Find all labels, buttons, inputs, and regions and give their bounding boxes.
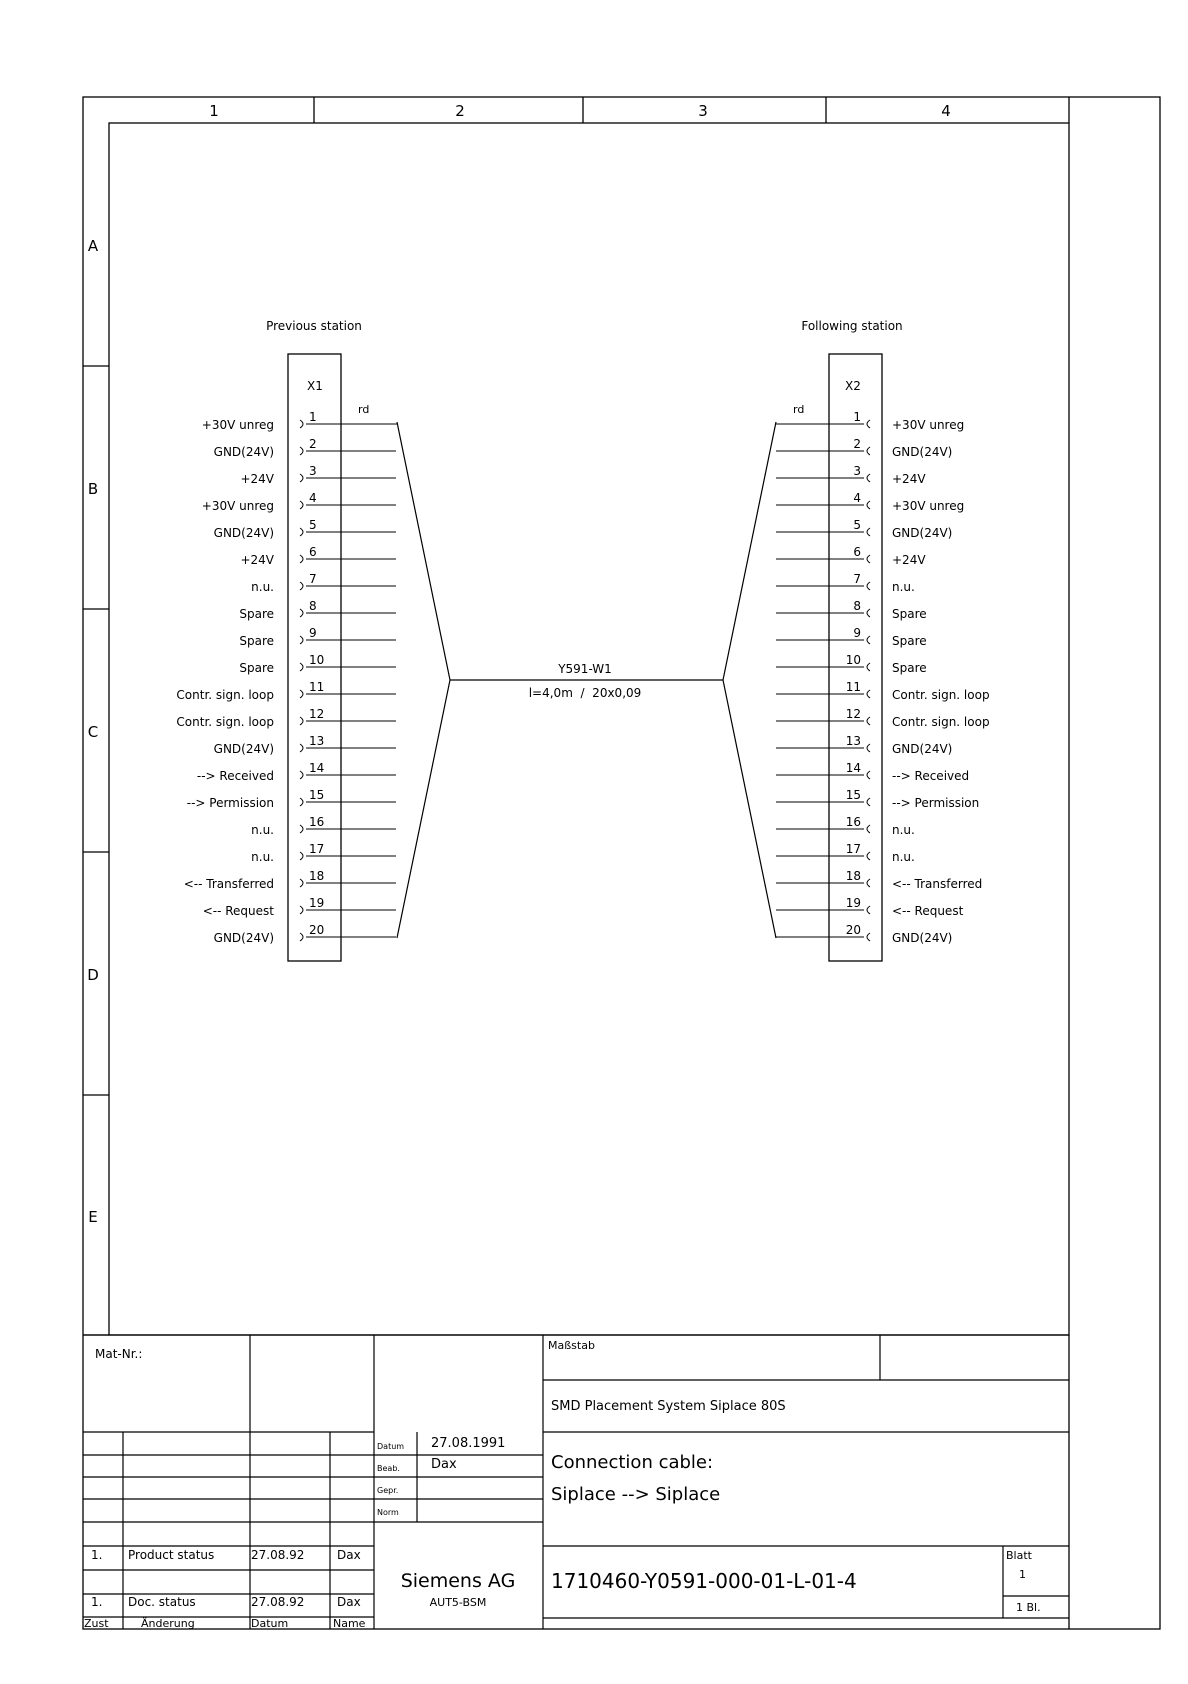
pin-row — [776, 599, 927, 621]
terminal-symbol — [300, 447, 303, 455]
revision-name: Dax — [337, 1595, 361, 1609]
pin-number: 20 — [309, 923, 325, 937]
pin-row — [214, 734, 396, 756]
terminal-symbol — [867, 771, 870, 779]
column-label: 1 — [209, 102, 219, 120]
pin-row — [187, 788, 396, 810]
pin-number: 12 — [309, 707, 325, 721]
pin-number: 19 — [845, 896, 861, 910]
pin-signal: n.u. — [251, 823, 274, 837]
cable-right-bundle — [723, 422, 776, 938]
terminal-symbol — [300, 609, 303, 617]
product-title: SMD Placement System Siplace 80S — [551, 1399, 786, 1414]
terminal-symbol — [867, 906, 870, 914]
pin-number: 5 — [309, 518, 317, 532]
connector-designator: X2 — [845, 379, 861, 393]
pin-row — [776, 437, 952, 459]
pin-row — [239, 599, 396, 621]
terminal-symbol — [300, 690, 303, 698]
pin-signal: GND(24V) — [213, 742, 274, 756]
pin-row — [214, 923, 396, 945]
pin-signal: n.u. — [251, 850, 274, 864]
pin-number: 8 — [853, 599, 861, 613]
pin-number: 4 — [309, 491, 317, 505]
blatt-value: 1 — [1019, 1568, 1026, 1581]
pin-signal: +30V unreg — [892, 499, 965, 513]
pin-number: 10 — [845, 653, 861, 667]
pin-signal: --> Received — [196, 769, 274, 783]
pin-number: 14 — [309, 761, 325, 775]
pin-row — [776, 491, 964, 513]
terminal-symbol — [300, 528, 303, 536]
pin-signal: Spare — [239, 634, 274, 648]
footer-name-label: Name — [333, 1617, 366, 1630]
revision-name: Dax — [337, 1548, 361, 1562]
pin-row — [776, 761, 969, 783]
terminal-symbol — [300, 474, 303, 482]
pin-number: 1 — [853, 410, 861, 424]
pin-row — [239, 653, 396, 675]
pin-signal: Contr. sign. loop — [176, 715, 274, 729]
pin-signal: <-- Request — [202, 904, 274, 918]
terminal-symbol — [300, 663, 303, 671]
terminal-symbol — [867, 501, 870, 509]
pin-row — [776, 788, 979, 810]
pin-signal: --> Permission — [892, 796, 980, 810]
pin-number: 11 — [309, 680, 325, 694]
revision-aenderung: Doc. status — [128, 1595, 196, 1609]
pin-row — [176, 707, 396, 729]
pin-signal: GND(24V) — [892, 931, 953, 945]
revision-zust: 1. — [91, 1595, 103, 1609]
terminal-symbol — [867, 474, 870, 482]
pin-signal: Contr. sign. loop — [892, 688, 990, 702]
pin-number: 15 — [845, 788, 861, 802]
pin-signal: +30V unreg — [201, 499, 274, 513]
pin-number: 2 — [853, 437, 861, 451]
terminal-symbol — [300, 879, 303, 887]
terminal-symbol — [300, 555, 303, 563]
column-label: 3 — [698, 102, 708, 120]
pin-signal: +24V — [240, 553, 274, 567]
pin-number: 13 — [309, 734, 325, 748]
pin-signal: Spare — [892, 661, 927, 675]
pin-row — [176, 680, 396, 702]
department: AUT5-BSM — [429, 1596, 487, 1609]
revision-zust: 1. — [91, 1548, 103, 1562]
pin-number: 15 — [309, 788, 325, 802]
pin-number: 18 — [309, 869, 325, 883]
terminal-symbol — [867, 744, 870, 752]
row-label: C — [87, 723, 99, 741]
right-station-label: Following station — [801, 319, 903, 333]
terminal-symbol — [867, 852, 870, 860]
right-connector-x2 — [793, 354, 882, 961]
footer-zust-label: Zust — [84, 1617, 109, 1630]
terminal-symbol — [300, 717, 303, 725]
pin-row — [202, 491, 396, 513]
terminal-symbol — [300, 744, 303, 752]
pin-row — [776, 545, 926, 567]
wire-color-label: rd — [793, 403, 805, 416]
pin-signal: n.u. — [892, 850, 915, 864]
terminal-symbol — [867, 636, 870, 644]
pin-number: 19 — [309, 896, 325, 910]
pin-signal: --> Received — [892, 769, 970, 783]
terminal-symbol — [300, 825, 303, 833]
pin-row — [776, 653, 927, 675]
wire-color-label: rd — [358, 403, 370, 416]
right-pin-list — [776, 410, 990, 945]
pin-signal: GND(24V) — [892, 526, 953, 540]
terminal-symbol — [300, 906, 303, 914]
terminal-symbol — [867, 825, 870, 833]
terminal-symbol — [867, 447, 870, 455]
left-connector-x1 — [288, 354, 369, 961]
scale-label: Maßstab — [548, 1339, 595, 1352]
pin-signal: <-- Transferred — [183, 877, 274, 891]
pin-number: 10 — [309, 653, 325, 667]
column-label: 4 — [941, 102, 951, 120]
pin-signal: Spare — [892, 634, 927, 648]
terminal-symbol — [300, 771, 303, 779]
pin-signal: n.u. — [892, 580, 915, 594]
pin-number: 20 — [845, 923, 861, 937]
terminal-symbol — [300, 933, 303, 941]
row-label: D — [87, 966, 99, 984]
pin-row — [776, 923, 952, 945]
pin-number: 4 — [853, 491, 861, 505]
revision-datum: 27.08.92 — [251, 1548, 305, 1562]
pin-signal: <-- Transferred — [892, 877, 983, 891]
footer-datum-label: Datum — [251, 1617, 289, 1630]
pin-signal: GND(24V) — [213, 445, 274, 459]
pin-row — [251, 815, 396, 837]
beab-value: Dax — [431, 1457, 457, 1472]
terminal-symbol — [300, 798, 303, 806]
terminal-symbol — [867, 933, 870, 941]
cable-left-bundle — [397, 422, 450, 938]
pin-row — [251, 842, 396, 864]
mat-nr-label: Mat-Nr.: — [95, 1347, 143, 1361]
pin-row — [776, 842, 915, 864]
pin-signal: +24V — [892, 472, 926, 486]
pin-number: 2 — [309, 437, 317, 451]
terminal-symbol — [300, 852, 303, 860]
column-label: 2 — [455, 102, 465, 120]
row-label: B — [87, 480, 99, 498]
terminal-symbol — [867, 798, 870, 806]
pin-row — [776, 896, 964, 918]
terminal-symbol — [867, 609, 870, 617]
pin-number: 16 — [845, 815, 861, 829]
terminal-symbol — [867, 717, 870, 725]
terminal-symbol — [300, 420, 303, 428]
pin-signal: +24V — [892, 553, 926, 567]
pin-row — [184, 869, 396, 891]
pin-number: 17 — [309, 842, 325, 856]
pin-row — [197, 761, 396, 783]
terminal-symbol — [867, 420, 870, 428]
connector-designator: X1 — [307, 379, 323, 393]
cable-name: Y591-W1 — [558, 662, 612, 676]
pin-row — [776, 572, 915, 594]
terminal-symbol — [867, 528, 870, 536]
pin-row — [776, 869, 982, 891]
pin-signal: GND(24V) — [892, 445, 953, 459]
pin-row — [251, 572, 396, 594]
footer-aenderung-label: Änderung — [141, 1617, 195, 1630]
drawing-title-line1: Connection cable: — [551, 1452, 714, 1473]
pin-row — [776, 518, 952, 540]
pin-row — [240, 464, 396, 486]
pin-number: 6 — [853, 545, 861, 559]
pin-signal: GND(24V) — [892, 742, 953, 756]
cable-spec: l=4,0m / 20x0,09 — [528, 686, 642, 700]
datum-value: 27.08.1991 — [431, 1436, 506, 1451]
pin-signal: --> Permission — [186, 796, 274, 810]
pin-signal: GND(24V) — [213, 931, 274, 945]
pin-signal: +24V — [240, 472, 274, 486]
blatt-label: Blatt — [1006, 1549, 1032, 1562]
pin-number: 13 — [845, 734, 861, 748]
pin-row — [776, 626, 927, 648]
pin-row — [776, 707, 990, 729]
pin-number: 16 — [309, 815, 325, 829]
pin-number: 6 — [309, 545, 317, 559]
pin-row — [214, 437, 396, 459]
pin-number: 17 — [845, 842, 861, 856]
pin-signal: Contr. sign. loop — [176, 688, 274, 702]
pin-row — [239, 626, 396, 648]
terminal-symbol — [867, 582, 870, 590]
pin-number: 12 — [845, 707, 861, 721]
row-label: E — [88, 1208, 98, 1226]
pin-number: 1 — [309, 410, 317, 424]
row-labels — [87, 237, 99, 1226]
pin-row — [214, 518, 396, 540]
pin-signal: Spare — [239, 607, 274, 621]
norm-label: Norm — [377, 1508, 399, 1517]
pin-row — [240, 545, 396, 567]
pin-signal: Spare — [239, 661, 274, 675]
pin-number: 7 — [853, 572, 861, 586]
terminal-symbol — [867, 663, 870, 671]
drawing-number: 1710460-Y0591-000-01-L-01-4 — [551, 1569, 857, 1593]
terminal-symbol — [300, 636, 303, 644]
revision-datum: 27.08.92 — [251, 1595, 305, 1609]
cable-harness — [397, 422, 776, 938]
pin-row — [203, 896, 396, 918]
pin-signal: Spare — [892, 607, 927, 621]
terminal-symbol — [867, 879, 870, 887]
column-labels — [209, 102, 951, 120]
pin-number: 3 — [853, 464, 861, 478]
gepr-label: Gepr. — [377, 1486, 399, 1495]
pin-number: 3 — [309, 464, 317, 478]
pin-number: 11 — [845, 680, 861, 694]
pin-number: 7 — [309, 572, 317, 586]
left-station-label: Previous station — [266, 319, 362, 333]
pin-number: 9 — [309, 626, 317, 640]
blatt-total: 1 Bl. — [1016, 1601, 1041, 1614]
pin-signal: GND(24V) — [213, 526, 274, 540]
terminal-symbol — [867, 555, 870, 563]
terminal-symbol — [300, 582, 303, 590]
revision-aenderung: Product status — [128, 1548, 215, 1562]
pin-number: 18 — [845, 869, 861, 883]
pin-number: 5 — [853, 518, 861, 532]
pin-number: 14 — [845, 761, 861, 775]
company-name: Siemens AG — [400, 1570, 516, 1592]
pin-number: 9 — [853, 626, 861, 640]
pin-number: 8 — [309, 599, 317, 613]
row-label: A — [87, 237, 99, 255]
pin-row — [776, 680, 990, 702]
drawing-title-line2: Siplace --> Siplace — [551, 1484, 721, 1505]
terminal-symbol — [300, 501, 303, 509]
pin-signal: +30V unreg — [201, 418, 274, 432]
pin-signal: +30V unreg — [892, 418, 965, 432]
pin-signal: n.u. — [892, 823, 915, 837]
pin-signal: n.u. — [251, 580, 274, 594]
datum-label: Datum — [377, 1442, 405, 1451]
terminal-symbol — [867, 690, 870, 698]
pin-signal: Contr. sign. loop — [892, 715, 990, 729]
left-pin-list — [176, 410, 397, 945]
beab-label: Beab. — [377, 1464, 400, 1473]
pin-signal: <-- Request — [892, 904, 964, 918]
pin-row — [776, 815, 915, 837]
pin-row — [776, 734, 952, 756]
pin-row — [776, 464, 926, 486]
